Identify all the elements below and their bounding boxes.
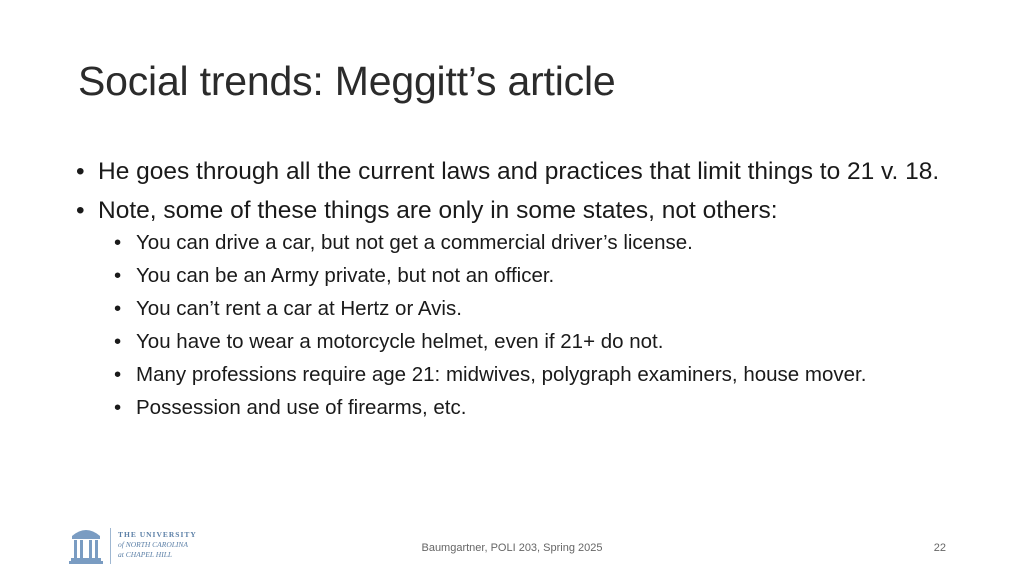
bullet-dot-icon: • [114,264,122,287]
page-number: 22 [933,542,946,554]
sub-bullet-text: You have to wear a motorcycle helmet, even if 21+ do not. [136,330,664,353]
logo-line-3: at CHAPEL HILL [118,550,173,559]
bullet-dot-icon: • [114,330,122,353]
sub-bullet-list [112,229,954,421]
sub-bullet-item [112,295,954,322]
bullet-text: He goes through all the current laws and practices that limit things to 21 v. 18. [98,158,940,185]
sub-bullet-text: You can’t rent a car at Hertz or Avis. [136,297,462,320]
sub-bullet-text: Many professions require age 21: midwives, polygraph examiners, house mover. [136,363,867,386]
bullet-item [74,194,954,227]
slide-footer: Baumgartner, POLI 203, Spring 2025 [421,542,603,554]
logo-line-1: THE UNIVERSITY [118,530,197,539]
bullet-dot-icon: • [114,231,122,254]
sub-bullet-text: You can drive a car, but not get a commercial driver’s license. [136,231,693,254]
logo-line-2: of NORTH CAROLINA [118,540,189,549]
slide-content [74,155,954,427]
slide-title: Social trends: Meggitt’s article [78,58,616,104]
bullet-dot-icon: • [114,297,122,320]
sub-bullet-text: You can be an Army private, but not an officer. [136,264,555,287]
bullet-dot-icon: • [76,158,85,185]
sub-bullet-item [112,394,954,421]
bullet-dot-icon: • [114,396,122,419]
bullet-item [74,155,954,188]
sub-bullet-item [112,361,954,388]
bullet-dot-icon: • [76,197,85,224]
sub-bullet-item [112,262,954,289]
sub-bullet-item [112,229,954,256]
bullet-text: Note, some of these things are only in some states, not others: [98,197,778,224]
sub-bullet-text: Possession and use of firearms, etc. [136,396,467,419]
bullet-dot-icon: • [114,363,122,386]
sub-bullet-item [112,328,954,355]
